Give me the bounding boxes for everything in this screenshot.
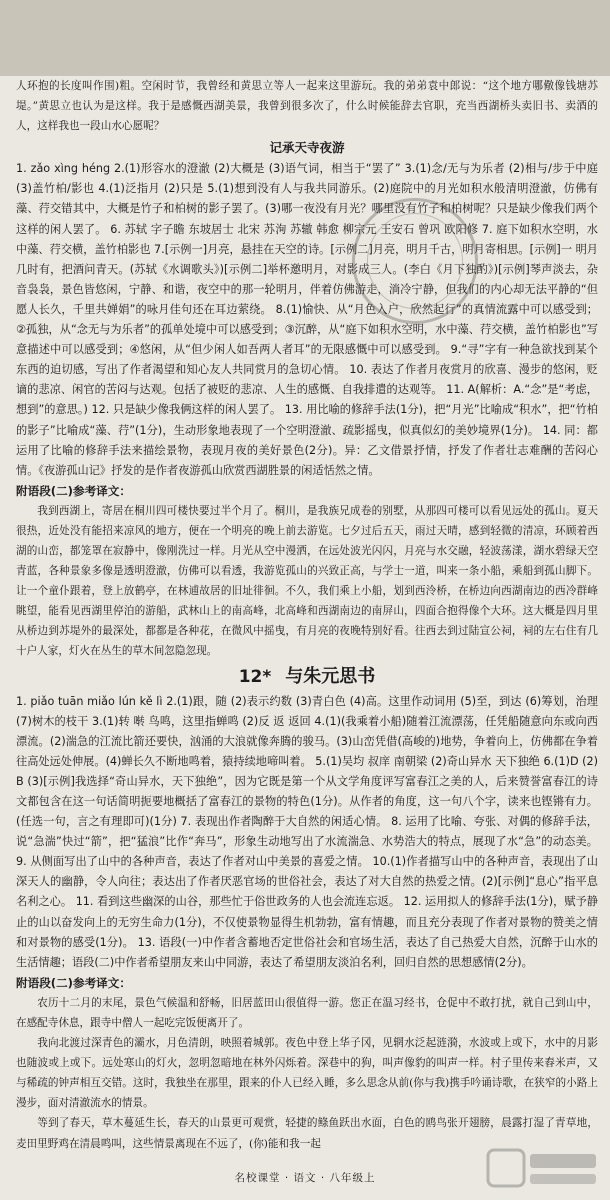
reference-translation-2b: 我向北渡过深青色的灞水，月色清朗，映照着城郭。夜色中登上华子冈，见辋水泛起涟漪，水波或上或下，水中的月影也随波或上或下。远处寒山的灯火，忽明忽暗地在林外闪烁着。深巷中的狗，叫声像豹的叫声一样。村子里传来舂米声，又与稀疏的钟声相互交错。这时，我独坐在那里，跟来的仆人已经入睡，多么思念从前(你与我)携手吟诵诗歌，在狭窄的小路上漫步，面对清澈流水的情景。	[16, 1037, 598, 1110]
reference-translation-2a: 农历十二月的末尾，景色气候温和舒畅，旧居蓝田山很值得一游。您正在温习经书，仓促中不敢打扰，就自己到山中，在感配寺休息，跟寺中僧人一起吃完饭便离开了。	[16, 996, 598, 1029]
answer-content	[16, 76, 598, 1156]
reference-translation-heading-2: 附语段(二)参考译文：	[16, 975, 131, 990]
section-title-ji-cheng-tian-si: 记承天寺夜游	[269, 140, 345, 156]
translation-tail-paragraph: 人环抱的长度叫作围)粗。空闲时节，我曾经和黄思立等人一起来这里游玩。我的弟弟袁中郎说：“这个地方哪儆像钱塘苏堤。”黄思立也认为是这样。我于是感慨西湖美景，我曾到很多次了，什么时候能辞去官职，充当西湖桥头卖旧书、卖酒的人，这样我也一段山水心愿呢？	[16, 80, 598, 133]
reference-translation-heading-1: 附语段(二)参考译文：	[16, 483, 131, 498]
reference-translation-1: 我到西湖上，寄居在桐川四可楼快要过半个月了。桐川，是我族兄成卷的别墅，从那四可楼可以看见远处的孤山。夏天很热，近处没有能招来凉风的地方，便在一个明亮的晚上前去游览。七夕过后五天，雨过天晴，感到轻微的清凉，环顾着西湖的山峦，都笼罩在寂静中，像刚洗过一样。月光从空中漫洒，在远处波光闪闪，月亮与水交融，轻波荡漾，湖水碧绿天空青蓝，各种景象多像是透明澄澈，仿佛可以看透，我游览孤山的兴致正高，与学士一道，叫来一条小船，乘船到孤山脚下。让一个童仆跟着，登上放鹤亭，在林逋故居的旧址徘徊。不久，我们乘上小船，划到西泠桥，在桥边向西湖南边的西冷群峰眺望，能看见西湖里停泊的游船，武林山上的南高峰，北高峰和西湖南边的南屏山，四面合抱得像个大环。这大概是四月里从桥边到苏堤外的最深处，都都是各种花，在微风中摇曳，有月亮的夜晚特别好看。往西去到过陆宣公祠，祠的左右住有几十户人家，灯火在丛生的草木间忽隐忽现。	[16, 504, 598, 658]
page-footer: 名校课堂 · 语文 · 八年级上	[234, 1172, 376, 1184]
section-title-yu-zhu-yuan-si-shu	[16, 664, 598, 690]
answers-ji-cheng-tian-si: 1. zǎo xìng héng 2.(1)形容水的澄澈 (2)大概是 (3)语气词，相当于“罢了” 3.(1)念/无与为乐者 (2)相与/步于中庭 (3)盖竹柏/影也 4.(1)泛指月 (2)只是 5.(1)想到没有人与我共同游乐。(2)庭院中的月光如积水般清明澄澈，仿佛有藻、荇交错其中，大概是竹子和柏树的影子罢了。(3)哪一夜没有月光？哪里没有竹子和柏树呢？只是缺少像我们两个这样的闲人罢了。 6. 苏轼 字子瞻 东坡居士 北宋 苏洵 苏辙 韩愈 柳宗元 王安石 曾巩 欧阳修 7. 庭下如积水空明，水中藻、荇交横，盖竹柏影也 7.[示例一]月亮，悬挂在天空的诗。[示例二]月亮，明月千古，明月寄相思。[示例]一 明月几时有，把酒问青天。(苏轼《水调歌头》)[示例二]举杯邀明月，对影成三人。(李白《月下独酌》)[示例]琴声淡去，杂音袅袅，景色皆悠闲，宁静、和谐，夜空中的那一轮明月，伴着仿佛游走，淌冷宁静，但我们的内心却无法平静的“但愿人长久，千里共婵娟”的咏月佳句还在耳边萦绕。 8.(1)愉快、从“月色入户，欣然起行”的真情流露中可以感受到；②孤独，从“念无与为乐者”的孤单处境中可以感受到；③沉醉，从“庭下如积水空明，水中藻、荇交横，盖竹柏影也”写意描述中可以感受到；④悠闲，从“但少闲人如吾两人者耳”的无限感慨中可以感受到。 9.“寻”字有一种急欲找到某个东西的迫切感，写出了作者渴望和知心友人共同赏月的急切心情。 10. 表达了作者月夜赏月的欣喜、漫步的悠闲，贬谪的悲凉、闲官的苦闷与达观。包括了被贬的悲凉、人生的感慨、自我排遣的达观等。 11. A(解析：A.“念”是“考虑，想到”的意思。) 12. 只是缺少像我俩这样的闲人罢了。 13. 用比喻的修辞手法(1分)，把“月光”比喻成“积水”，把“竹柏的影子”比喻成“藻、荇”(1分)，生动形象地表现了一个空明澄澈、疏影摇曳，似真似幻的美妙境界(1分)。 14. 同：都运用了比喻的修辞手法来描绘景物，表现月夜的美好景色(2分)。异：乙文借景抒情，抒发了作者壮志难酬的苦闷心情。《夜游孤山记》抒发的是作者夜游孤山欣赏西湖胜景的闲适恬然之情。	[16, 162, 598, 477]
lesson-number: 12*	[238, 666, 272, 687]
answers-yu-zhu-yuan-si-shu: 1. piǎo tuān miǎo lún kě lì 2.(1)跟，随 (2)表示约数 (3)青白色 (4)高。这里作动词用 (5)至，到达 (6)筹划，治理 (7)树木的枝干 3.(1)转 啭 鸟鸣，这里指蝉鸣 (2)反 返 返回 4.(1)(我乘着小船)随着江流漂荡，任凭船随意向东或向西漂流。(2)湍急的江流比箭还要快，汹涌的大浪就像奔腾的骏马。(3)山峦凭借(高峻的)地势，争着向上，仿佛都在争着往高处远处伸展。(4)蝉长久不断地鸣着，猿持续地啼叫着。 5.(1)吴均 叔庠 南朝梁 (2)奇山异水 天下独绝 6.(1)D (2)B (3)[示例]我选择“奇山异水，天下独绝”，因为它既是第一个从文学角度评写富春江之美的人，后来赞誉富春江的诗文都包含在这一句话简明扼要地概括了富春江的景物的特色(1分)。从作者的角度，这一句八个字，读来也铿锵有力。(任选一句，言之有理即可)(1分) 7. 表现出作者陶醉于大自然的闲适心情。 8. 运用了比喻、夸张、对偶的修辞手法，说“急湍”快过“箭”，把“猛浪”比作“奔马”，形象生动地写出了水流湍急、水势浩大的特点，展现了水“急”的动态美。 9. 从侧面写出了山中的各种声音，表达了作者对山中美景的喜爱之情。 10.(1)作者描写山中的各种声音，表现出了山深天人的幽静，令人向往；表达出了作者厌恶官场的世俗社会，表达了对大自然的热爱之情。(2)[示例]“息心”指平息名利之心。 11. 看到这些幽深的山谷，那些忙于俗世政务的人也会流连忘返。 12. 运用拟人的修辞手法(1分)，赋予静止的山以奋发向上的无穷生命力(1分)，不仅使景物显得生机勃勃，富有情趣，而且充分表现了作者对景物的赞美之情和对景物的感受(1分)。 13. 语段(一)中作者含蓄地否定世俗社会和官场生活，表达了自己热爱大自然，沉醉于山水的生活情趣；语段(二)中作者希望朋友来山中同游，表达了希望朋友淡泊名利，回归自然的思想感情(2分)。	[16, 694, 598, 969]
lesson-title: 与朱元思书	[285, 665, 376, 687]
reference-translation-2c: 等到了春天，草木蔓延生长，春天的山景更可观赏，轻捷的鲦鱼跃出水面，白色的鸥鸟张开翅膀，晨露打湿了青草地，麦田里野鸡在清晨鸣叫，这些情景离现在不远了，(你)能和我一起	[16, 1117, 598, 1150]
